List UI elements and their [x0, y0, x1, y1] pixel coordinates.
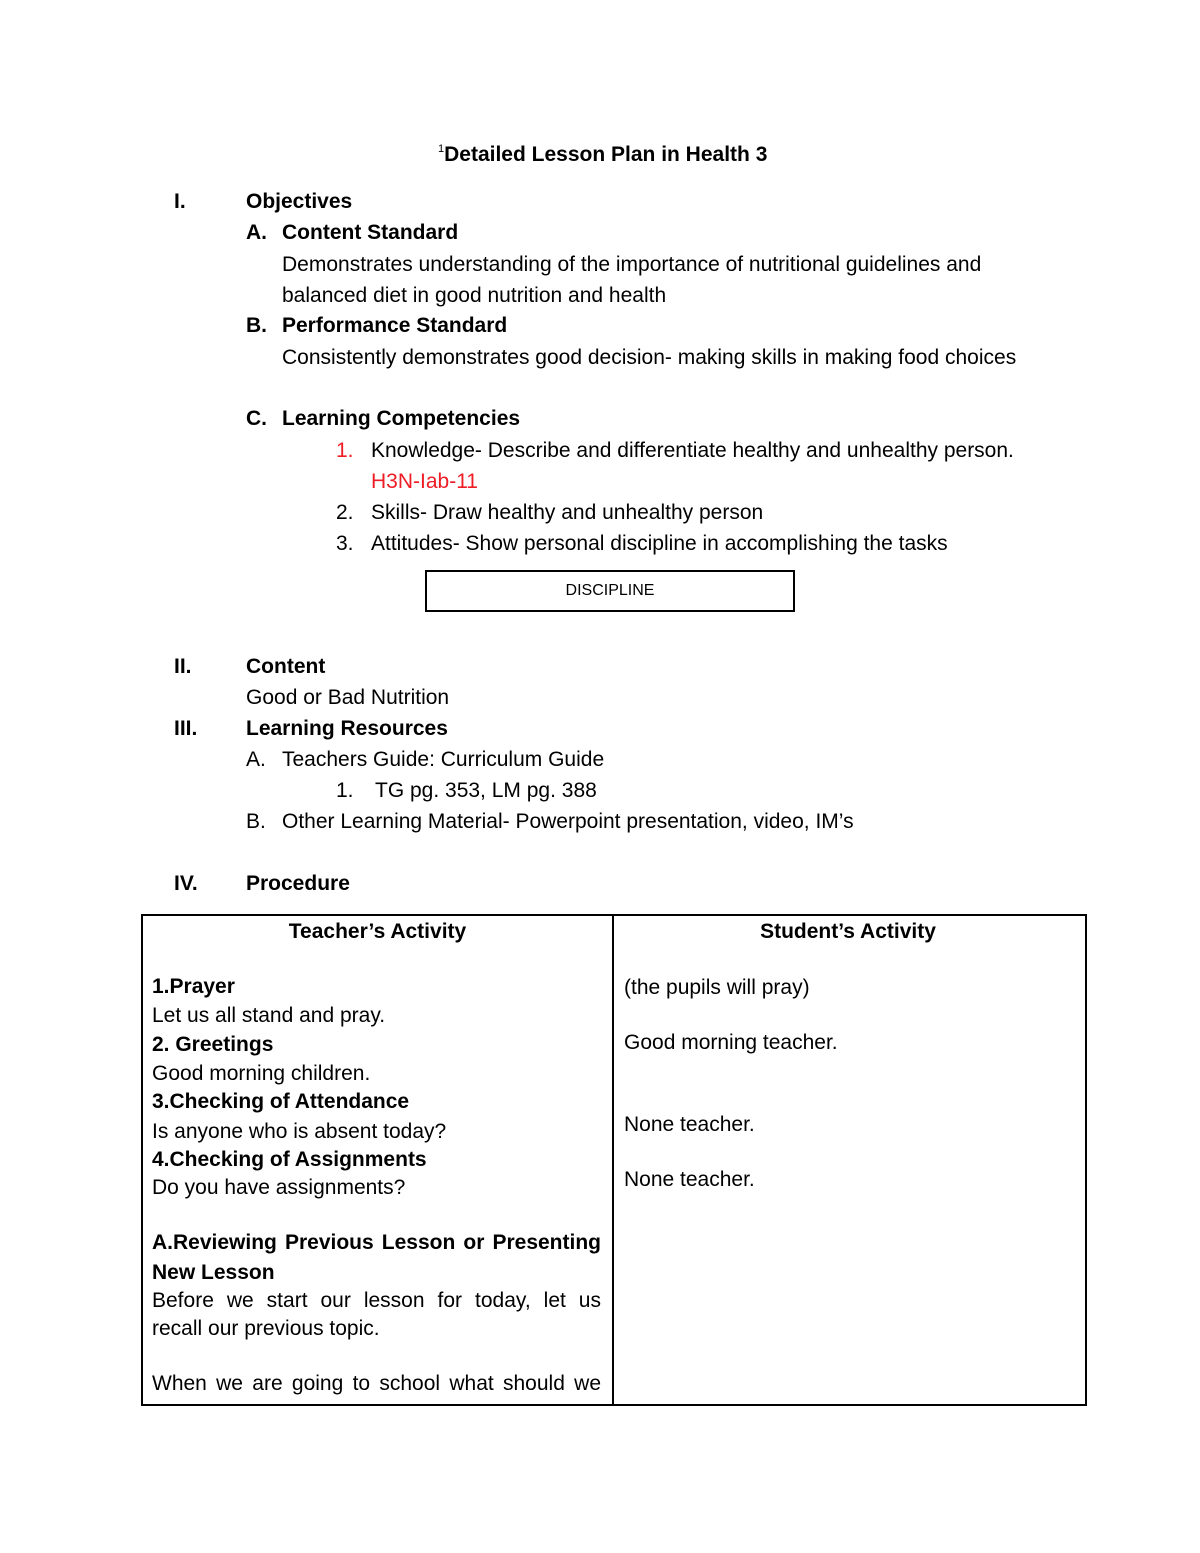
- review-question-line: When we are going to school what should we: [152, 1372, 601, 1395]
- student-greetings-response: Good morning teacher.: [624, 1031, 838, 1054]
- resources-letter-a: A.: [246, 748, 266, 771]
- page-title: [438, 143, 767, 167]
- attendance-heading: 3.Checking of Attendance: [152, 1090, 410, 1113]
- section-numeral-2: II.: [174, 655, 192, 678]
- prayer-heading: 1.Prayer: [152, 975, 235, 998]
- section-numeral-4: IV.: [174, 872, 198, 895]
- student-attendance-response: None teacher.: [624, 1113, 755, 1136]
- review-heading-line2: New Lesson: [152, 1261, 275, 1284]
- competency-text-2: Skills- Draw healthy and unhealthy person: [371, 501, 764, 524]
- review-heading-line1: A.Reviewing Previous Lesson or Presenting: [152, 1231, 601, 1254]
- letter-b: B.: [246, 314, 267, 337]
- competency-number-2: 2.: [336, 501, 354, 524]
- learning-competencies-heading: Learning Competencies: [282, 407, 521, 430]
- competency-number-3: 3.: [336, 532, 354, 555]
- content-standard-line2: balanced diet in good nutrition and health: [282, 284, 667, 307]
- competency-code: H3N-Iab-11: [371, 470, 478, 493]
- title-text: Detailed Lesson Plan in Health 3: [444, 143, 768, 166]
- resources-letter-b: B.: [246, 810, 266, 833]
- content-standard-line1: Demonstrates understanding of the importance of nutritional guidelines and: [282, 253, 982, 276]
- section-heading-procedure: Procedure: [246, 872, 350, 895]
- competency-text-3: Attitudes- Show personal discipline in accomplishing the tasks: [371, 532, 948, 555]
- teacher-activity-header: Teacher’s Activity: [288, 920, 467, 943]
- section-heading-objectives: Objectives: [246, 190, 353, 213]
- assignments-text: Do you have assignments?: [152, 1176, 406, 1199]
- student-prayer-response: (the pupils will pray): [624, 976, 810, 999]
- student-activity-header: Student’s Activity: [760, 920, 936, 943]
- performance-standard-line1: Consistently demonstrates good decision- making skills in making food choices: [282, 346, 1017, 369]
- greetings-heading: 2. Greetings: [152, 1033, 274, 1056]
- attendance-text: Is anyone who is absent today?: [152, 1120, 447, 1143]
- greetings-text: Good morning children.: [152, 1062, 371, 1085]
- content-text: Good or Bad Nutrition: [246, 686, 450, 709]
- section-numeral-1: I.: [174, 190, 186, 213]
- review-text-line2: recall our previous topic.: [152, 1317, 380, 1340]
- table-column-divider: [612, 916, 614, 1404]
- content-standard-heading: Content Standard: [282, 221, 459, 244]
- section-heading-learning-resources: Learning Resources: [246, 717, 448, 740]
- footnote-mark: 1: [438, 143, 445, 155]
- prayer-text: Let us all stand and pray.: [152, 1004, 386, 1027]
- letter-c: C.: [246, 407, 267, 430]
- student-assignments-response: None teacher.: [624, 1168, 755, 1191]
- resources-b-text: Other Learning Material- Powerpoint presentation, video, IM’s: [282, 810, 854, 833]
- resources-sub-number: 1.: [336, 779, 354, 802]
- review-text-line1: Before we start our lesson for today, let us: [152, 1289, 601, 1312]
- section-numeral-3: III.: [174, 717, 198, 740]
- resources-sub-text: TG pg. 353, LM pg. 388: [375, 779, 597, 802]
- competency-number-1: 1.: [336, 439, 354, 462]
- value-box: DISCIPLINE: [425, 570, 795, 612]
- resources-a-text: Teachers Guide: Curriculum Guide: [282, 748, 605, 771]
- section-heading-content: Content: [246, 655, 326, 678]
- competency-text-1: Knowledge- Describe and differentiate healthy and unhealthy person.: [371, 439, 1014, 462]
- assignments-heading: 4.Checking of Assignments: [152, 1148, 427, 1171]
- performance-standard-heading: Performance Standard: [282, 314, 508, 337]
- letter-a: A.: [246, 221, 267, 244]
